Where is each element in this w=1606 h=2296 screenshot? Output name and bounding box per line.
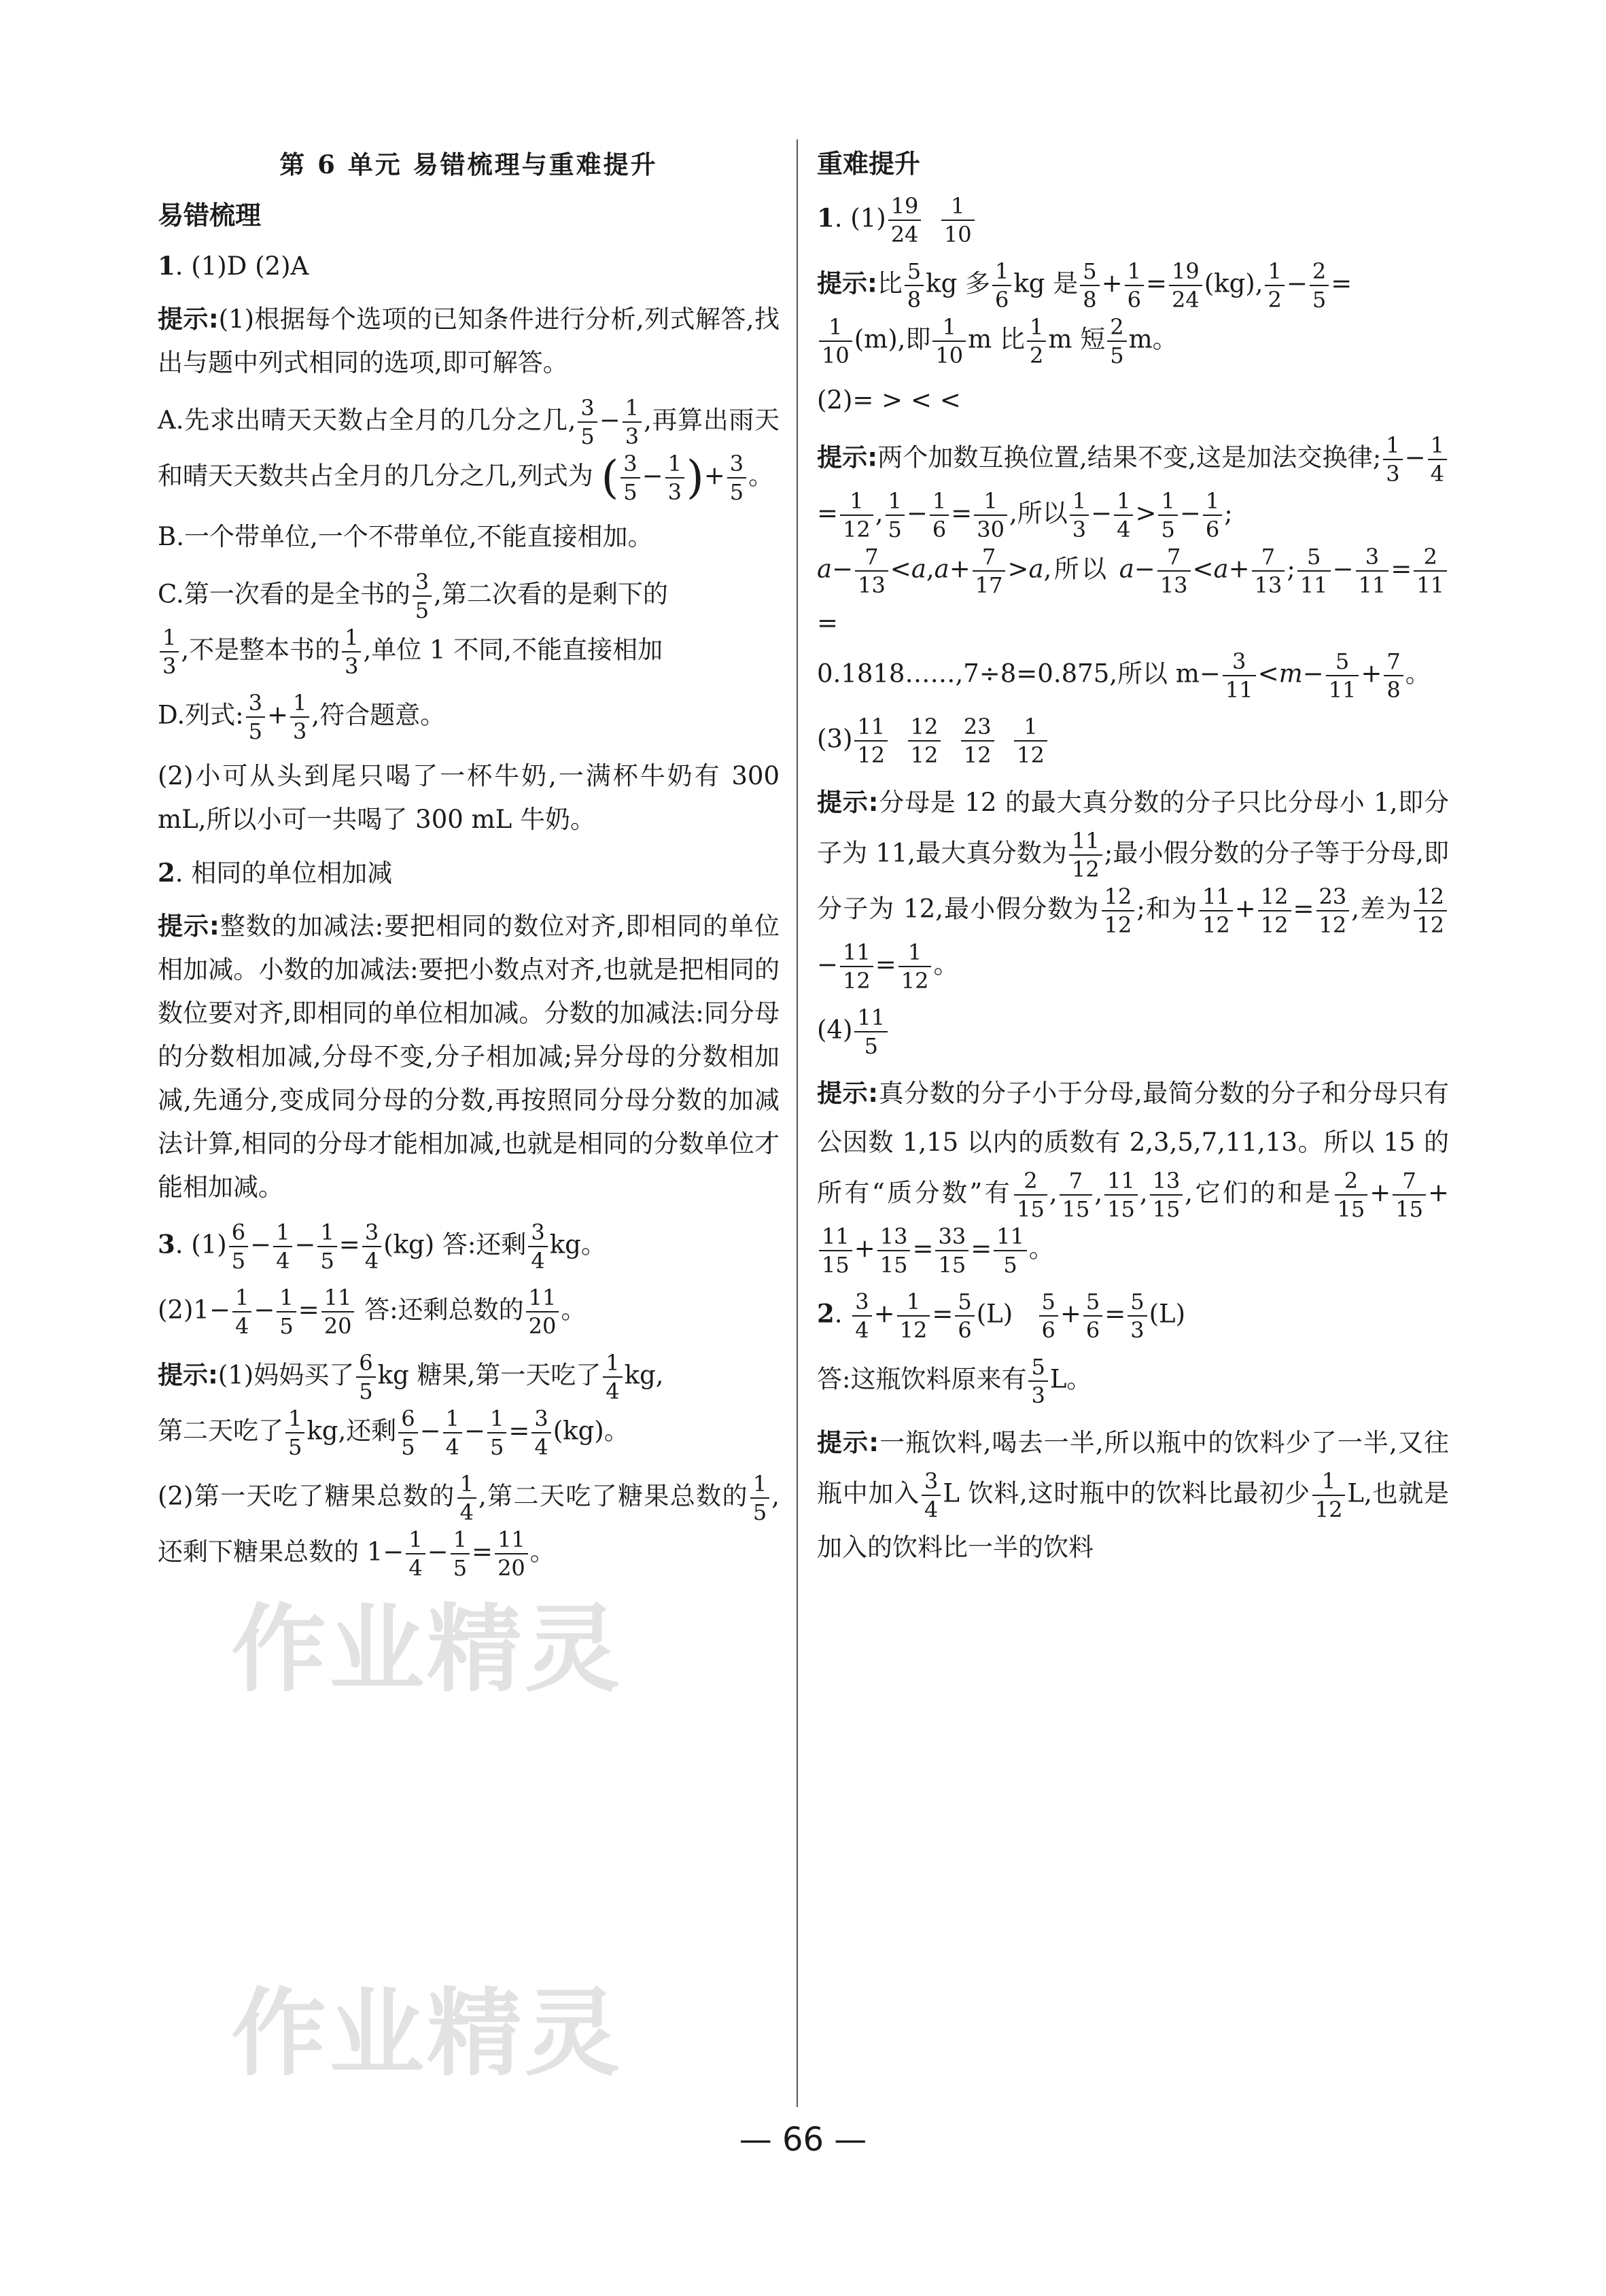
section-heading: 重难提升 xyxy=(817,149,921,179)
column-divider xyxy=(797,139,798,2107)
hint-1: 提示:(1)根据每个选项的已知条件进行分析,列式解答,找出与题中列式相同的选项,即可解答。 xyxy=(158,305,780,377)
page-title: 第 6 单元 易错梳理与重难提升 xyxy=(279,150,658,179)
answer-r1: 1. (1) $\frac{19}{24}$ $\frac{1}{10}$ xyxy=(817,192,1449,248)
answer-r1-2: (2)= > < < xyxy=(817,385,961,415)
answer-1-2: (2)小可从头到尾只喝了一杯牛奶,一满杯牛奶有 300 mL,所以小可一共喝了 300 mL 牛奶。 xyxy=(158,761,780,834)
left-column xyxy=(158,129,780,1591)
answer-1: 1. (1)D (2)A xyxy=(158,251,309,281)
answer-3-1: 3. (1) $\frac{6}{5}$ − $\frac{1}{4}$ − $\frac{1}{5}$ = $\frac{3}{4}$ (kg) 答:还剩 $\frac{3}{4}$ kg。 xyxy=(158,1219,606,1274)
watermark: 作业精灵 xyxy=(231,1595,623,1705)
answer-r1-3: (3) $\frac{11}{12}$ $\frac{12}{12}$ $\frac{23}{12}$ $\frac{1}{12}$ xyxy=(817,713,1449,769)
section-heading: 易错梳理 xyxy=(158,201,262,230)
hint-3: 提示:(1)妈妈买了 $\frac{6}{5}$ kg 糖果,第一天吃了 $\frac{1}{4}$ kg, 第二天吃了 $\frac{1}{5}$ kg,还剩 $\frac{6}{5}$ − $\frac{1}{4}$ − $\frac{1}{5}$ = $\frac{3}{4}$ (kg)。 xyxy=(158,1350,664,1460)
hint-r1: 提示:比 $\frac{5}{8}$ kg 多 $\frac{1}{6}$ kg 是 $\frac{5}{8}$ + $\frac{1}{6}$ = $\frac{19}{24}$ (kg), $\frac{1}{2}$ − $\frac{2}{5}$ = $\frac{1}{10}$ (m),即 $\frac{1}{10}$ m 比 $\frac{1}{2}$ m 短 $\frac{2}{5}$ m。 xyxy=(817,258,1352,368)
hint-r2: 提示:一瓶饮料,喝去一半,所以瓶中的饮料少了一半,又往瓶中加入 $\frac{3}{4}$ L 饮料,这时瓶中的饮料比最初少 $\frac{1}{12}$ L,也就是加入的饮料比一半的饮料 xyxy=(817,1428,1450,1562)
answer-r2: 2. $\frac{3}{4}$ + $\frac{1}{12}$ = $\frac{5}{6}$ (L) $\frac{5}{6}$ + $\frac{5}{6}$ = $\frac{5}{3}$ (L) xyxy=(817,1289,1186,1343)
page-number: — 66 — xyxy=(739,2121,867,2159)
hint-r1-2: 提示:两个加数互换位置,结果不变,这是加法交换律; $\frac{1}{3}$ − $\frac{1}{4}$ = $\frac{1}{12}$ , $\frac{1}{5}$ − $\frac{1}{6}$ = $\frac{1}{30}$ ,所以 $\frac{1}{3}$ − $\frac{1}{4}$ > $\frac{1}{5}$ − $\frac{1}{6}$ ; a− $\frac{7}{13}$ <a,a+ $\frac{7}{17}$ >a,所以 a− $\frac{7}{13}$ <a+ $\frac{7}{13}$ ; $\frac{5}{11}$ − $\frac{3}{11}$ = $\frac{2}{11}$ = 0.1818……,7÷8=0.875,所以 m− $\frac{3}{11}$ <m− $\frac{5}{11}$ + $\frac{7}{8}$ 。 xyxy=(817,432,1449,703)
option-b: B.一个带单位,一个不带单位,不能直接相加。 xyxy=(158,522,653,551)
watermark: 作业精灵 xyxy=(231,1979,623,2089)
option-c: C.第一次看的是全书的 $\frac{3}{5}$ ,第二次看的是剩下的 $\frac{1}{3}$ ,不是整本书的 $\frac{1}{3}$ ,单位 1 不同,不能直接相加 xyxy=(158,569,668,679)
hint-r1-3: 提示:分母是 12 的最大真分数的分子只比分母小 1,即分子为 11,最大真分数为 $\frac{11}{12}$ ;最小假分数的分子等于分母,即分子为 12,最小假分数为 $\frac{12}{12}$ ;和为 $\frac{11}{12}$ + $\frac{12}{12}$ = $\frac{23}{12}$ ,差为 $\frac{12}{12}$ − $\frac{11}{12}$ = $\frac{1}{12}$ 。 xyxy=(817,788,1450,994)
answer-r1-4: (4) $\frac{11}{5}$ xyxy=(817,1004,1449,1060)
option-d: D.列式: $\frac{3}{5}$ + $\frac{1}{3}$ ,符合题意。 xyxy=(158,690,446,744)
hint-r1-4: 提示:真分数的分子小于分母,最简分数的分子和分母只有公因数 1,15 以内的质数有 2,3,5,7,11,13。所以 15 的所有“质分数”有 $\frac{2}{15}$ , $\frac{7}{15}$ , $\frac{11}{15}$ , $\frac{13}{15}$ ,它们的和是 $\frac{2}{15}$ + $\frac{7}{15}$ + $\frac{11}{15}$ + $\frac{13}{15}$ = $\frac{33}{15}$ = $\frac{11}{5}$ 。 xyxy=(817,1079,1449,1278)
right-column xyxy=(817,129,1449,1582)
answer-2: 2. 相同的单位相加减 xyxy=(158,858,393,888)
answer-3-2: (2)1− $\frac{1}{4}$ − $\frac{1}{5}$ = $\frac{11}{20}$ 答:还剩总数的 $\frac{11}{20}$ 。 xyxy=(158,1285,587,1339)
hint-2: 提示:整数的加减法:要把相同的数位对齐,即相同的单位相加减。小数的加减法:要把小数点对齐,也就是把相同的数位要对齐,即相同的单位相加减。分数的加减法:同分母的分数相加减,分母不变,分子相加减;异分母的分数相加减,先通分,变成同分母的分数,再按照同分母分数的加减法计算,相同的分母才能相加减,也就是相同的分数单位才能相加减。 xyxy=(158,911,780,1202)
answer-r2-text: 答:这瓶饮料原来有 $\frac{5}{3}$ L。 xyxy=(817,1354,1092,1408)
hint-3-2: (2)第一天吃了糖果总数的 $\frac{1}{4}$ ,第二天吃了糖果总数的 $\frac{1}{5}$ ,还剩下糖果总数的 1− $\frac{1}{4}$ − $\frac{1}{5}$ = $\frac{11}{20}$ 。 xyxy=(158,1471,780,1581)
option-a: A.先求出晴天天数占全月的几分之几, $\frac{3}{5}$ − $\frac{1}{3}$ ,再算出雨天和晴天天数共占全月的几分之几,列式为 ( $\frac{3}{5}$ − $\frac{1}{3}$ )+ $\frac{3}{5}$ 。 xyxy=(158,395,780,505)
